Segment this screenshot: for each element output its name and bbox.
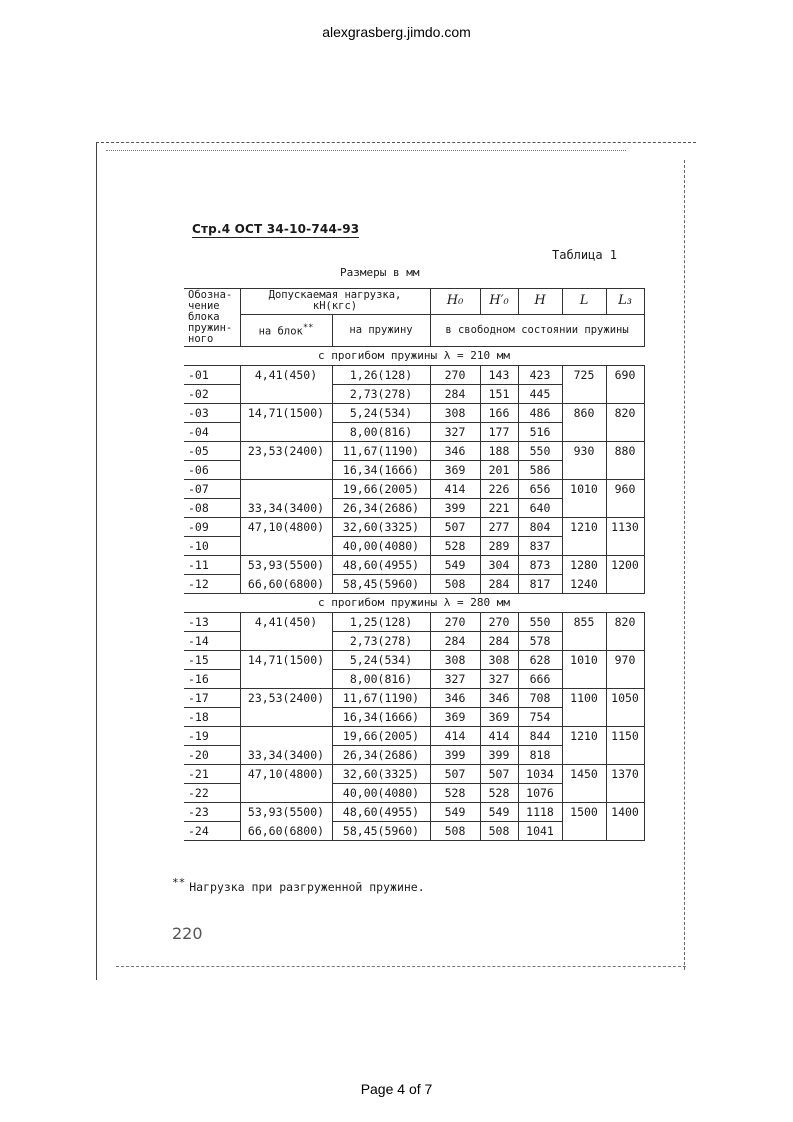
- cell-designation: -13: [184, 613, 240, 632]
- cell-H: 754: [518, 708, 562, 727]
- table-row: [184, 632, 644, 651]
- cell-L: [562, 385, 606, 404]
- cell-load-block: 47,10(4800): [240, 765, 332, 784]
- cell-designation: -22: [184, 784, 240, 803]
- scan-edge: [96, 142, 97, 980]
- cell-load-spring: 5,24(534): [332, 651, 430, 670]
- cell-H: 656: [518, 480, 562, 499]
- cell-H0: 528: [430, 537, 480, 556]
- cell-H: 578: [518, 632, 562, 651]
- cell-H0: 369: [430, 461, 480, 480]
- cell-designation: -17: [184, 689, 240, 708]
- cell-designation: -01: [184, 366, 240, 385]
- cell-H: 445: [518, 385, 562, 404]
- cell-L3: [606, 537, 644, 556]
- col-on-spring: на пружину: [332, 314, 430, 346]
- cell-H0: 369: [430, 708, 480, 727]
- cell-load-block: 33,34(3400): [240, 499, 332, 518]
- cell-load-block: 4,41(450): [240, 613, 332, 632]
- cell-load-block: 14,71(1500): [240, 404, 332, 423]
- cell-H0: 308: [430, 404, 480, 423]
- section-lambda-210: с прогибом пружины λ = 210 мм: [184, 347, 644, 366]
- cell-L: [562, 499, 606, 518]
- cell-H: 804: [518, 518, 562, 537]
- cell-H0-prime: 284: [480, 632, 518, 651]
- cell-H0-prime: 284: [480, 575, 518, 594]
- table-row: [184, 670, 644, 689]
- cell-L: [562, 822, 606, 841]
- cell-H0-prime: 151: [480, 385, 518, 404]
- cell-load-block: 53,93(5500): [240, 803, 332, 822]
- table-row: [184, 765, 644, 784]
- cell-load-block: 23,53(2400): [240, 442, 332, 461]
- cell-L3: [606, 385, 644, 404]
- cell-L: 1210: [562, 727, 606, 746]
- cell-H0-prime: 166: [480, 404, 518, 423]
- cell-H0-prime: 143: [480, 366, 518, 385]
- cell-load-spring: 48,60(4955): [332, 556, 430, 575]
- cell-L: 855: [562, 613, 606, 632]
- cell-designation: -16: [184, 670, 240, 689]
- cell-H0-prime: 508: [480, 822, 518, 841]
- cell-L3: [606, 822, 644, 841]
- cell-H: 844: [518, 727, 562, 746]
- cell-load-block: 23,53(2400): [240, 689, 332, 708]
- page-number: 220: [172, 924, 203, 943]
- cell-designation: -24: [184, 822, 240, 841]
- cell-H0: 284: [430, 632, 480, 651]
- cell-H0: 414: [430, 727, 480, 746]
- cell-designation: -23: [184, 803, 240, 822]
- cell-H0: 399: [430, 746, 480, 765]
- scan-edge: [116, 966, 686, 967]
- cell-H0-prime: 277: [480, 518, 518, 537]
- document-reference: Стр.4 ОСТ 34-10-744-93: [192, 222, 360, 236]
- cell-L3: 970: [606, 651, 644, 670]
- footnote: ** Нагрузка при разгруженной пружине.: [172, 876, 425, 894]
- cell-L3: 1200: [606, 556, 644, 575]
- cell-L: 1450: [562, 765, 606, 784]
- cell-H: 550: [518, 442, 562, 461]
- cell-load-block: [240, 461, 332, 480]
- cell-designation: -21: [184, 765, 240, 784]
- cell-H0: 327: [430, 670, 480, 689]
- table-row: [184, 822, 644, 841]
- section-lambda-280: с прогибом пружины λ = 280 мм: [184, 594, 644, 613]
- table-row: [184, 442, 644, 461]
- cell-load-spring: 48,60(4955): [332, 803, 430, 822]
- table-row: [184, 784, 644, 803]
- col-on-block: на блок**: [240, 314, 332, 346]
- cell-load-spring: 5,24(534): [332, 404, 430, 423]
- cell-L3: 1400: [606, 803, 644, 822]
- cell-load-block: [240, 632, 332, 651]
- cell-load-spring: 16,34(1666): [332, 461, 430, 480]
- table-number: Таблица 1: [552, 248, 618, 262]
- col-H0-prime: H′₀: [480, 289, 518, 315]
- cell-load-spring: 40,00(4080): [332, 784, 430, 803]
- cell-H: 550: [518, 613, 562, 632]
- cell-load-block: 47,10(4800): [240, 518, 332, 537]
- cell-H0-prime: 308: [480, 651, 518, 670]
- cell-H0-prime: 304: [480, 556, 518, 575]
- cell-H0: 507: [430, 765, 480, 784]
- cell-load-spring: 2,73(278): [332, 385, 430, 404]
- cell-L3: 960: [606, 480, 644, 499]
- cell-L3: 820: [606, 404, 644, 423]
- col-load: Допускаемая нагрузка, кН(кгс): [240, 289, 430, 315]
- cell-H0-prime: 549: [480, 803, 518, 822]
- cell-H0-prime: 188: [480, 442, 518, 461]
- cell-H0: 346: [430, 689, 480, 708]
- cell-L: 930: [562, 442, 606, 461]
- cell-H0: 270: [430, 366, 480, 385]
- cell-designation: -12: [184, 575, 240, 594]
- cell-designation: -02: [184, 385, 240, 404]
- cell-designation: -18: [184, 708, 240, 727]
- cell-H0: 414: [430, 480, 480, 499]
- cell-L3: [606, 708, 644, 727]
- cell-load-block: 66,60(6800): [240, 822, 332, 841]
- scanned-page: [96, 140, 698, 982]
- cell-designation: -10: [184, 537, 240, 556]
- cell-L: 860: [562, 404, 606, 423]
- cell-H0-prime: 289: [480, 537, 518, 556]
- cell-L: 725: [562, 366, 606, 385]
- cell-H: 586: [518, 461, 562, 480]
- cell-load-spring: 26,34(2686): [332, 746, 430, 765]
- table-row: [184, 613, 644, 632]
- cell-load-spring: 32,60(3325): [332, 765, 430, 784]
- cell-H: 640: [518, 499, 562, 518]
- cell-designation: -15: [184, 651, 240, 670]
- cell-L: [562, 670, 606, 689]
- cell-H0: 346: [430, 442, 480, 461]
- table-row: [184, 423, 644, 442]
- cell-L3: 1050: [606, 689, 644, 708]
- cell-L: 1240: [562, 575, 606, 594]
- table-row: [184, 366, 644, 385]
- cell-designation: -08: [184, 499, 240, 518]
- cell-L: [562, 784, 606, 803]
- cell-L: 1500: [562, 803, 606, 822]
- table-row: [184, 556, 644, 575]
- table-row: [184, 404, 644, 423]
- table-row: [184, 575, 644, 594]
- cell-H0: 508: [430, 575, 480, 594]
- cell-L: [562, 423, 606, 442]
- cell-H0: 327: [430, 423, 480, 442]
- cell-H0-prime: 270: [480, 613, 518, 632]
- cell-load-block: 66,60(6800): [240, 575, 332, 594]
- cell-load-block: [240, 784, 332, 803]
- col-H0: H₀: [430, 289, 480, 315]
- cell-load-block: [240, 423, 332, 442]
- table-row: [184, 385, 644, 404]
- cell-H: 423: [518, 366, 562, 385]
- col-free-state: в свободном состоянии пружины: [430, 314, 644, 346]
- cell-load-spring: 11,67(1190): [332, 442, 430, 461]
- table-row: [184, 518, 644, 537]
- cell-load-spring: 1,25(128): [332, 613, 430, 632]
- cell-designation: -06: [184, 461, 240, 480]
- cell-designation: -11: [184, 556, 240, 575]
- cell-H: 1034: [518, 765, 562, 784]
- cell-L3: 690: [606, 366, 644, 385]
- cell-load-spring: 11,67(1190): [332, 689, 430, 708]
- scan-edge: [106, 150, 626, 151]
- scan-edge: [684, 160, 685, 970]
- cell-L3: [606, 784, 644, 803]
- cell-load-spring: 26,34(2686): [332, 499, 430, 518]
- cell-L: [562, 537, 606, 556]
- page-footer: Page 4 of 7: [360, 1081, 433, 1097]
- cell-L: 1100: [562, 689, 606, 708]
- cell-L: [562, 708, 606, 727]
- table-row: [184, 461, 644, 480]
- cell-designation: -07: [184, 480, 240, 499]
- cell-L3: [606, 632, 644, 651]
- cell-H: 1118: [518, 803, 562, 822]
- table-row: [184, 746, 644, 765]
- table-row: [184, 727, 644, 746]
- cell-H0-prime: 221: [480, 499, 518, 518]
- cell-load-spring: 58,45(5960): [332, 822, 430, 841]
- cell-load-block: 4,41(450): [240, 366, 332, 385]
- cell-H0: 508: [430, 822, 480, 841]
- cell-L3: 880: [606, 442, 644, 461]
- table-row: [184, 651, 644, 670]
- cell-load-spring: 19,66(2005): [332, 480, 430, 499]
- cell-designation: -19: [184, 727, 240, 746]
- cell-H: 516: [518, 423, 562, 442]
- cell-load-spring: 1,26(128): [332, 366, 430, 385]
- scan-edge: [96, 142, 696, 143]
- cell-H0: 399: [430, 499, 480, 518]
- cell-H0: 549: [430, 803, 480, 822]
- cell-H0: 549: [430, 556, 480, 575]
- cell-designation: -04: [184, 423, 240, 442]
- cell-load-spring: 2,73(278): [332, 632, 430, 651]
- cell-H: 1076: [518, 784, 562, 803]
- cell-load-spring: 32,60(3325): [332, 518, 430, 537]
- cell-H0-prime: 399: [480, 746, 518, 765]
- cell-load-block: 53,93(5500): [240, 556, 332, 575]
- cell-H0-prime: 226: [480, 480, 518, 499]
- cell-L3: 1150: [606, 727, 644, 746]
- cell-H0-prime: 201: [480, 461, 518, 480]
- cell-H0-prime: 177: [480, 423, 518, 442]
- cell-designation: -14: [184, 632, 240, 651]
- cell-designation: -03: [184, 404, 240, 423]
- col-H: H: [518, 289, 562, 315]
- cell-L3: [606, 461, 644, 480]
- cell-load-block: [240, 537, 332, 556]
- site-header: alexgrasberg.jimdo.com: [322, 24, 471, 40]
- col-L3: L₃: [606, 289, 644, 315]
- cell-H: 628: [518, 651, 562, 670]
- cell-L3: [606, 499, 644, 518]
- cell-H: 486: [518, 404, 562, 423]
- cell-load-block: 33,34(3400): [240, 746, 332, 765]
- cell-load-block: [240, 727, 332, 746]
- cell-load-spring: 19,66(2005): [332, 727, 430, 746]
- table-row: [184, 480, 644, 499]
- cell-load-block: [240, 385, 332, 404]
- cell-H: 666: [518, 670, 562, 689]
- cell-H: 873: [518, 556, 562, 575]
- cell-H: 817: [518, 575, 562, 594]
- cell-load-block: [240, 480, 332, 499]
- col-designation: Обозна- чение блока пружин- ного: [184, 289, 240, 347]
- cell-H0-prime: 528: [480, 784, 518, 803]
- cell-L3: [606, 575, 644, 594]
- cell-L3: 1130: [606, 518, 644, 537]
- cell-L3: 1370: [606, 765, 644, 784]
- cell-load-block: [240, 708, 332, 727]
- cell-designation: -09: [184, 518, 240, 537]
- cell-load-block: 14,71(1500): [240, 651, 332, 670]
- cell-L3: [606, 670, 644, 689]
- cell-load-spring: 58,45(5960): [332, 575, 430, 594]
- cell-load-spring: 8,00(816): [332, 423, 430, 442]
- cell-L: [562, 461, 606, 480]
- table-row: [184, 537, 644, 556]
- cell-H0: 284: [430, 385, 480, 404]
- cell-H: 837: [518, 537, 562, 556]
- cell-H: 818: [518, 746, 562, 765]
- cell-H0-prime: 507: [480, 765, 518, 784]
- cell-L: 1010: [562, 651, 606, 670]
- units-caption: Размеры в мм: [340, 266, 420, 279]
- cell-load-spring: 16,34(1666): [332, 708, 430, 727]
- cell-H0-prime: 327: [480, 670, 518, 689]
- cell-H0: 270: [430, 613, 480, 632]
- cell-L: 1210: [562, 518, 606, 537]
- cell-H0: 308: [430, 651, 480, 670]
- cell-designation: -05: [184, 442, 240, 461]
- cell-load-spring: 40,00(4080): [332, 537, 430, 556]
- cell-load-spring: 8,00(816): [332, 670, 430, 689]
- cell-L: 1010: [562, 480, 606, 499]
- spring-block-table: [184, 288, 645, 841]
- cell-H: 1041: [518, 822, 562, 841]
- col-L: L: [562, 289, 606, 315]
- cell-H0-prime: 414: [480, 727, 518, 746]
- cell-H0: 528: [430, 784, 480, 803]
- table-row: [184, 499, 644, 518]
- cell-load-block: [240, 670, 332, 689]
- cell-H0-prime: 369: [480, 708, 518, 727]
- cell-L3: 820: [606, 613, 644, 632]
- table-row: [184, 708, 644, 727]
- cell-H0-prime: 346: [480, 689, 518, 708]
- cell-H0: 507: [430, 518, 480, 537]
- cell-L: 1280: [562, 556, 606, 575]
- cell-L3: [606, 423, 644, 442]
- table-row: [184, 689, 644, 708]
- cell-L: [562, 746, 606, 765]
- table-row: [184, 803, 644, 822]
- cell-L3: [606, 746, 644, 765]
- cell-H: 708: [518, 689, 562, 708]
- cell-L: [562, 632, 606, 651]
- cell-designation: -20: [184, 746, 240, 765]
